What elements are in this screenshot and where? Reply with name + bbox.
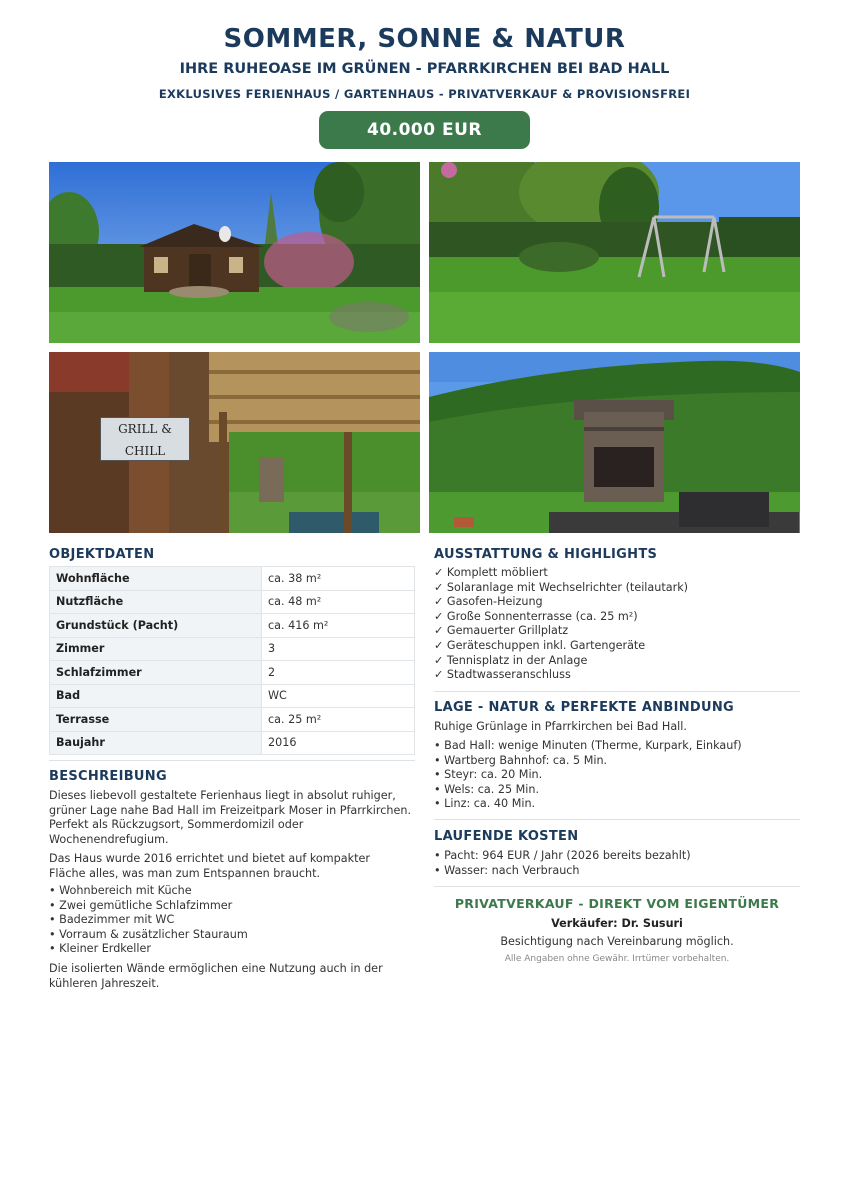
list-item: • Kleiner Erdkeller [49, 942, 151, 956]
sign-word-grill: GRILL [118, 422, 158, 436]
section-title-kosten: LAUFENDE KOSTEN [434, 829, 579, 844]
facts-table [49, 566, 415, 755]
list-item: • Linz: ca. 40 Min. [434, 797, 536, 811]
page-title: SOMMER, SONNE & NATUR [223, 24, 626, 54]
list-item: • Steyr: ca. 20 Min. [434, 768, 543, 782]
fact-key: Baujahr [50, 731, 262, 755]
fact-key: Schlafzimmer [50, 661, 262, 685]
divider [49, 760, 415, 761]
fact-key: Zimmer [50, 637, 262, 661]
disclaimer: Alle Angaben ohne Gewähr. Irrtümer vorbehalten. [504, 954, 730, 964]
table-row [50, 708, 415, 732]
fact-value: ca. 25 m² [262, 708, 415, 732]
description-paragraph-2: Das Haus wurde 2016 errichtet und bietet auf kompakter Fläche alles, was man zum Entspannen braucht. [49, 852, 370, 880]
list-item: ✓ Gasofen-Heizung [434, 595, 543, 609]
divider [434, 886, 800, 887]
list-item: ✓ Stadtwasseranschluss [434, 668, 571, 682]
divider [434, 691, 800, 692]
fact-key: Wohnfläche [50, 567, 262, 591]
location-list [434, 739, 800, 812]
fact-value: WC [262, 684, 415, 708]
list-item: • Wels: ca. 25 Min. [434, 782, 540, 796]
description-paragraph-1: Dieses liebevoll gestaltete Ferienhaus liegt in absolut ruhiger, grüner Lage nahe Bad Hall im Freizeitpark Moser in Pfarrkirchen. Perfekt als Rückzugsort, Sommerdomizil oder Wochenendrefugium. [49, 789, 411, 846]
sign-ampersand: & [161, 422, 172, 436]
section-title-beschreibung: BESCHREIBUNG [49, 769, 167, 784]
viewing-note: Besichtigung nach Vereinbarung möglich. [500, 935, 734, 948]
fact-value: ca. 38 m² [262, 567, 415, 591]
section-title-objektdaten: OBJEKTDATEN [49, 547, 155, 562]
list-item: • Pacht: 964 EUR / Jahr (2026 bereits bezahlt) [434, 849, 691, 862]
table-row [50, 684, 415, 708]
photo-garden-house [49, 162, 420, 343]
page-tagline: EXKLUSIVES FERIENHAUS / GARTENHAUS - PRIVATVERKAUF & PROVISIONSFREI [158, 87, 691, 101]
list-item: ✓ Geräteschuppen inkl. Gartengeräte [434, 638, 646, 652]
grill-chill-sign [100, 417, 190, 461]
list-item: ✓ Komplett möbliert [434, 566, 548, 579]
table-row [50, 731, 415, 755]
photo-garden-swing [429, 162, 800, 343]
photo-terrace [49, 352, 420, 533]
list-item: • Wohnbereich mit Küche [49, 884, 192, 897]
fact-value: ca. 416 m² [262, 614, 415, 638]
description-list [49, 884, 415, 957]
list-item: ✓ Gemauerter Grillplatz [434, 624, 569, 638]
table-row [50, 637, 415, 661]
fact-value: ca. 48 m² [262, 590, 415, 614]
fact-key: Terrasse [50, 708, 262, 732]
sign-word-chill: CHILL [124, 444, 166, 458]
costs-list [434, 849, 800, 878]
features-list [434, 566, 800, 683]
table-row [50, 614, 415, 638]
price-badge: 40.000 EUR [319, 111, 530, 149]
section-title-ausstattung: AUSSTATTUNG & HIGHLIGHTS [434, 547, 658, 562]
seller-name: Verkäufer: Dr. Susuri [551, 917, 683, 930]
list-item: • Badezimmer mit WC [49, 913, 175, 927]
list-item: ✓ Große Sonnenterrasse (ca. 25 m²) [434, 609, 638, 623]
table-row [50, 567, 415, 591]
fact-value: 3 [262, 637, 415, 661]
section-title-lage: LAGE - NATUR & PERFEKTE ANBINDUNG [434, 700, 734, 715]
list-item: • Zwei gemütliche Schlafzimmer [49, 898, 233, 912]
list-item: • Wartberg Bahnhof: ca. 5 Min. [434, 753, 608, 767]
list-item: ✓ Solaranlage mit Wechselrichter (teilautark) [434, 580, 689, 594]
fact-key: Bad [50, 684, 262, 708]
list-item: • Bad Hall: wenige Minuten (Therme, Kurpark, Einkauf) [434, 739, 742, 752]
fact-key: Nutzfläche [50, 590, 262, 614]
fact-value: 2016 [262, 731, 415, 755]
list-item: • Wasser: nach Verbrauch [434, 863, 580, 877]
location-intro: Ruhige Grünlage in Pfarrkirchen bei Bad Hall. [434, 720, 687, 733]
divider [434, 819, 800, 820]
table-row [50, 590, 415, 614]
description-paragraph-3: Die isolierten Wände ermöglichen eine Nutzung auch in der kühleren Jahreszeit. [49, 962, 383, 990]
page-subtitle: IHRE RUHEOASE IM GRÜNEN - PFARRKIRCHEN BEI BAD HALL [179, 61, 670, 77]
private-sale-title: PRIVATVERKAUF - DIREKT VOM EIGENTÜMER [454, 896, 780, 911]
photo-stone-grill [429, 352, 800, 533]
table-row [50, 661, 415, 685]
list-item: • Vorraum & zusätzlicher Stauraum [49, 927, 248, 941]
list-item: ✓ Tennisplatz in der Anlage [434, 653, 588, 667]
fact-value: 2 [262, 661, 415, 685]
fact-key: Grundstück (Pacht) [50, 614, 262, 638]
